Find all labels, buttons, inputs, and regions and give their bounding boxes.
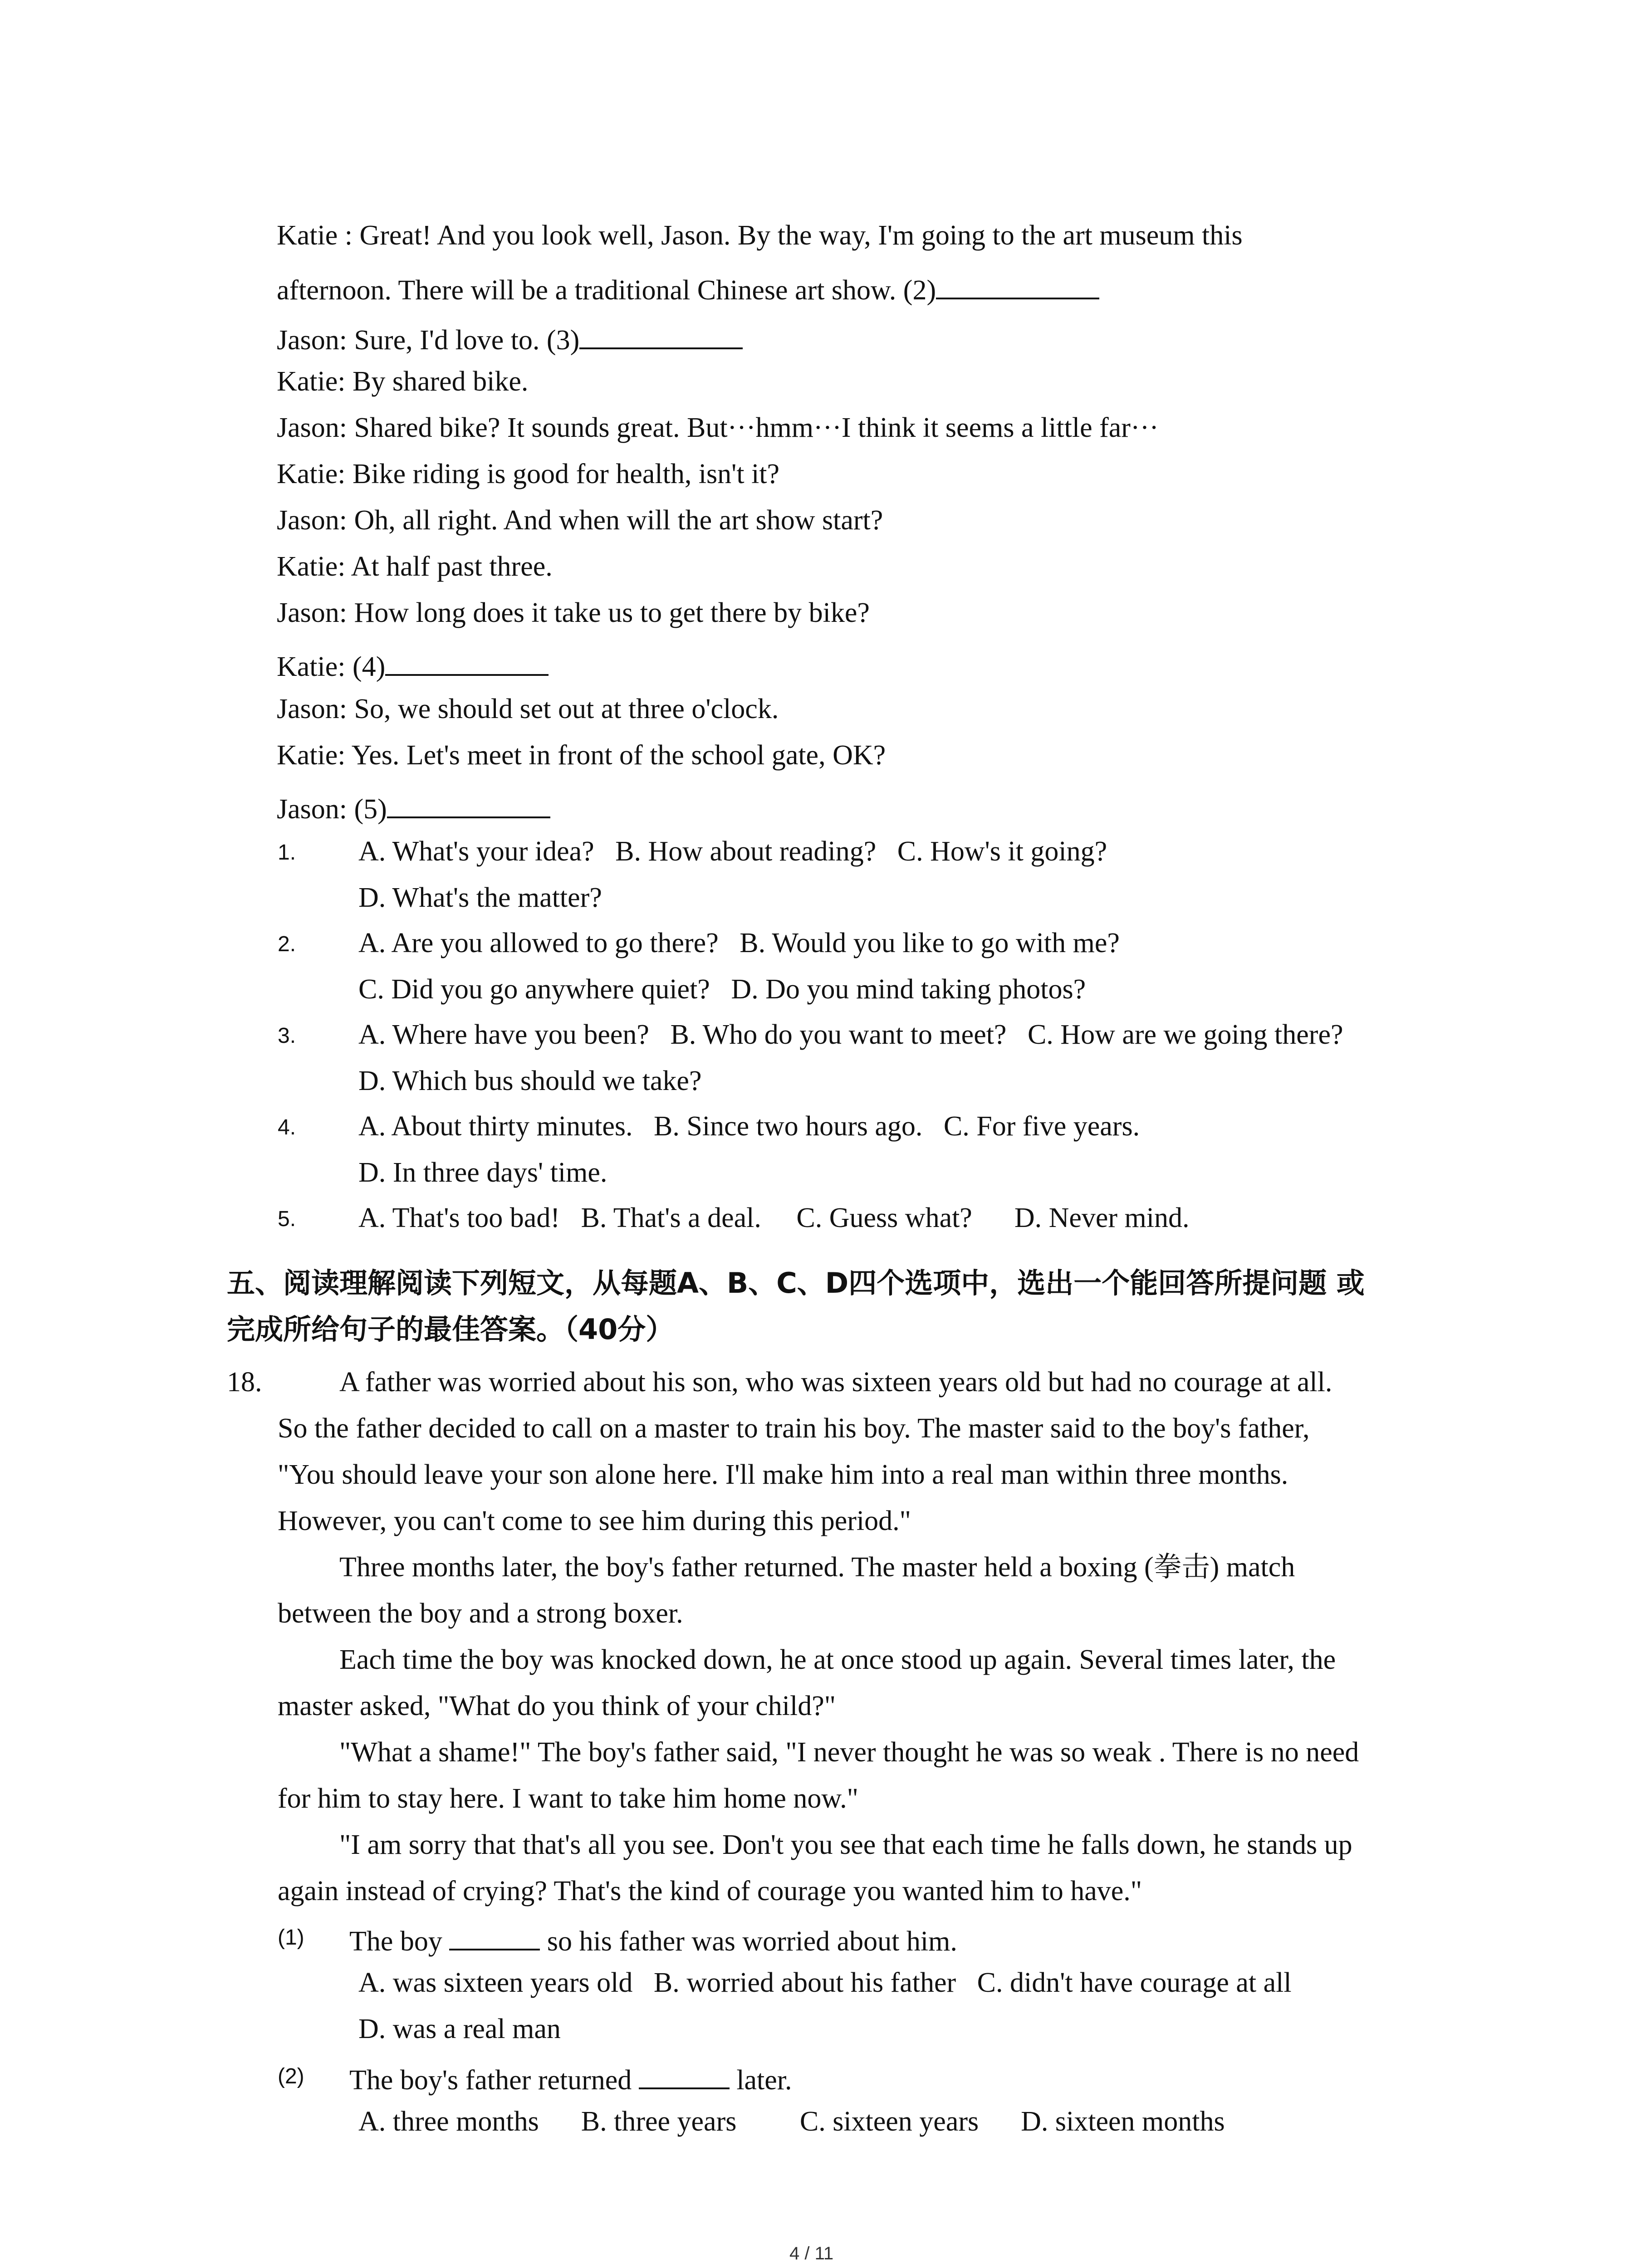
dialogue-line [277, 460, 779, 488]
answer-blank [387, 790, 550, 818]
dialogue-text: Katie: At half past three. [277, 551, 553, 582]
section-heading: 五、阅读理解阅读下列短文，从每题A、B、C、D四个选项中，选出一个能回答所提问题 或 [227, 1266, 1365, 1300]
dialogue-text: Jason: Sure, I'd love to. (3) [277, 325, 580, 356]
dialogue-line [277, 321, 743, 354]
dialogue-text: Katie: By shared bike. [277, 366, 529, 397]
option-line: A. Are you allowed to go there? B. Would you like to go with me? [358, 928, 1120, 958]
option-number: 2. [278, 932, 296, 956]
dialogue-text: Katie : Great! And you look well, Jason. By the way, I'm going to the art museum this [277, 220, 1243, 251]
passage-line: "What a shame!" The boy's father said, "I never thought he was so weak . There is no need [339, 1737, 1359, 1768]
option-number: 1. [278, 841, 296, 865]
dialogue-text: Jason: So, we should set out at three o'clock. [277, 694, 779, 724]
option-line: A. three months B. three years C. sixteen years D. sixteen months [358, 2106, 1225, 2137]
dialogue-text: Jason: How long does it take us to get there by bike? [277, 597, 870, 628]
answer-blank [449, 1922, 540, 1950]
option-line: A. About thirty minutes. B. Since two hours ago. C. For five years. [358, 1111, 1140, 1142]
dialogue-text: Katie: Yes. Let's meet in front of the school gate, OK? [277, 740, 886, 771]
subquestion-number: (2) [278, 2064, 304, 2088]
passage-line: "I am sorry that that's all you see. Don't you see that each time he falls down, he stands up [339, 1829, 1352, 1860]
dialogue-text: Jason: Oh, all right. And when will the art show start? [277, 505, 883, 536]
dialogue-text: Jason: Shared bike? It sounds great. But···hmm···I think it seems a little far··· [277, 412, 1159, 443]
option-line: A. was sixteen years old B. worried about his father C. didn't have courage at all [358, 1967, 1292, 1998]
dialogue-line [277, 790, 550, 823]
dialogue-line [277, 367, 528, 396]
option-line: A. Where have you been? B. Who do you want to meet? C. How are we going there? [358, 1019, 1343, 1050]
option-line: D. In three days' time. [358, 1157, 607, 1188]
option-number: 5. [278, 1207, 296, 1231]
page-number: 4 / 11 [789, 2244, 834, 2263]
passage-line: Each time the boy was knocked down, he at once stood up again. Several times later, the [339, 1644, 1336, 1675]
dialogue-line [277, 552, 553, 581]
subquestion-number: (1) [278, 1926, 304, 1950]
option-line: A. What's your idea? B. How about reading? C. How's it going? [358, 836, 1107, 867]
option-line: D. Which bus should we take? [358, 1066, 702, 1096]
passage-line: between the boy and a strong boxer. [278, 1598, 683, 1629]
passage-line: So the father decided to call on a master to train his boy. The master said to the boy's father, [278, 1413, 1310, 1444]
section-heading: 完成所给句子的最佳答案。（40分） [227, 1313, 674, 1346]
dialogue-line [277, 648, 549, 681]
dialogue-line [277, 741, 886, 769]
question-number: 18. [227, 1367, 262, 1398]
passage-line: again instead of crying? That's the kind of courage you wanted him to have." [278, 1876, 1142, 1906]
subquestion-stem: The boy's father returned later. [349, 2061, 792, 2094]
option-line: C. Did you go anywhere quiet? D. Do you mind taking photos? [358, 974, 1086, 1005]
option-number: 4. [278, 1115, 296, 1139]
passage-line: master asked, "What do you think of your child?" [278, 1691, 836, 1721]
dialogue-line [277, 221, 1243, 249]
dialogue-text: afternoon. There will be a traditional Chinese art show. (2) [277, 275, 936, 306]
answer-blank [579, 321, 743, 349]
dialogue-line [277, 599, 870, 627]
dialogue-line [277, 506, 883, 534]
answer-blank [936, 271, 1099, 299]
dialogue-text: Katie: (4) [277, 651, 386, 682]
option-line: A. That's too bad! B. That's a deal. C. Guess what? D. Never mind. [358, 1202, 1190, 1233]
dialogue-text: Jason: (5) [277, 794, 387, 825]
dialogue-line [277, 695, 779, 723]
passage-line: for him to stay here. I want to take him home now." [278, 1783, 858, 1814]
passage-line: Three months later, the boy's father returned. The master held a boxing (拳击) match [339, 1552, 1295, 1583]
dialogue-line [277, 271, 1099, 304]
answer-blank [385, 648, 549, 676]
dialogue-text: Katie: Bike riding is good for health, isn't it? [277, 459, 780, 489]
dialogue-line [277, 414, 1159, 442]
option-line: D. was a real man [358, 2014, 561, 2044]
option-line: D. What's the matter? [358, 882, 602, 913]
answer-blank [639, 2061, 730, 2089]
option-number: 3. [278, 1024, 296, 1048]
subquestion-stem: The boy so his father was worried about him. [349, 1922, 957, 1955]
passage-line: A father was worried about his son, who was sixteen years old but had no courage at all. [339, 1367, 1332, 1398]
passage-line: However, you can't come to see him during this period." [278, 1505, 911, 1536]
passage-line: "You should leave your son alone here. I'll make him into a real man within three months. [278, 1459, 1288, 1490]
